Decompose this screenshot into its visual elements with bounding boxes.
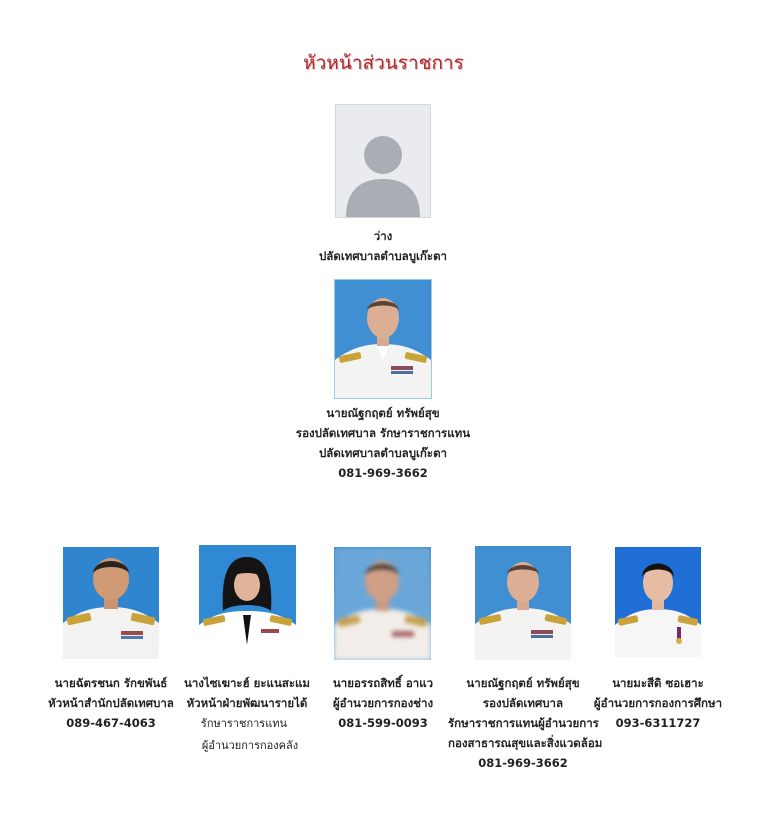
vacant-status: ว่าง	[373, 229, 393, 243]
division-head-caption-4	[448, 673, 603, 773]
division-head-name-2: นางไซเฆาะฮ์ ยะแนสะแม	[183, 676, 311, 690]
division-head-phone-3: 081-599-0093	[338, 716, 428, 730]
division-head-phone-4: 081-969-3662	[478, 756, 568, 770]
division-head-phone-5: 093-6311727	[615, 716, 701, 730]
vacant-photo-placeholder	[335, 104, 431, 218]
division-head-position-4b: รักษาราชการแทนผู้อำนวยการ	[448, 716, 599, 730]
acting-chief-photo	[334, 279, 432, 399]
vacant-caption	[283, 226, 483, 266]
acting-chief-phone: 081-969-3662	[338, 466, 428, 480]
division-head-caption-3	[313, 673, 453, 733]
division-head-photo-2	[199, 545, 296, 659]
division-head-caption-2	[172, 673, 322, 757]
person-silhouette-icon	[336, 105, 430, 217]
division-head-name-5: นายมะสีดิ ซอเฮาะ	[612, 676, 704, 690]
page-title: หัวหน้าส่วนราชการ	[303, 52, 464, 74]
acting-chief-position-1: รองปลัดเทศบาล รักษาราชการแทน	[295, 426, 471, 440]
acting-chief-name: นายณัฐกฤตย์ ทรัพย์สุข	[326, 406, 440, 420]
division-head-name-1: นายฉัตรชนก รักขพันธ์	[54, 676, 168, 690]
division-head-position-4c: กองสาธารณสุขและสิ่งแวดล้อม	[448, 736, 603, 750]
division-head-extra-2b: ผู้อำนวยการกองคลัง	[201, 739, 299, 752]
division-head-position-2: หัวหน้าฝ่ายพัฒนารายได้	[186, 696, 308, 710]
division-head-position-4a: รองปลัดเทศบาล	[482, 696, 564, 710]
division-head-name-4: นายณัฐกฤตย์ ทรัพย์สุข	[466, 676, 580, 690]
division-head-position-3: ผู้อำนวยการกองช่าง	[332, 696, 434, 710]
division-head-name-3: นายอรรถสิทธิ์ อาแว	[332, 676, 434, 690]
division-head-extra-2a: รักษาราชการแทน	[200, 717, 288, 730]
division-head-position-5: ผู้อำนวยการกองการศึกษา	[593, 696, 723, 710]
division-head-phone-1: 089-467-4063	[66, 716, 156, 730]
acting-chief-caption	[258, 403, 508, 483]
vacant-position: ปลัดเทศบาลตำบลบูเก๊ะตา	[319, 249, 447, 263]
division-head-photo-1	[63, 547, 159, 659]
acting-chief-position-2: ปลัดเทศบาลตำบลบูเก๊ะตา	[319, 446, 447, 460]
division-head-caption-5	[593, 673, 723, 733]
division-head-position-1: หัวหน้าสำนักปลัดเทศบาล	[48, 696, 174, 710]
division-head-photo-3	[334, 547, 431, 660]
division-head-photo-5	[615, 547, 701, 657]
division-head-caption-1	[36, 673, 186, 733]
division-head-photo-4	[475, 546, 571, 660]
